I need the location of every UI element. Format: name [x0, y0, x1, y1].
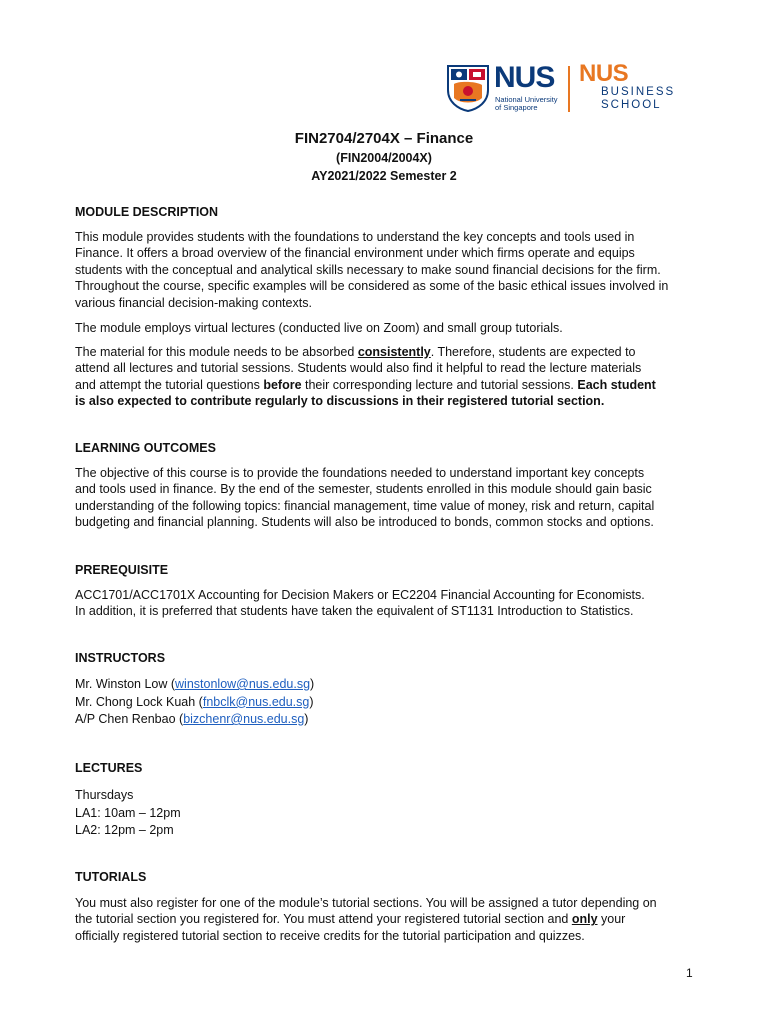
logo-university-line2: of Singapore: [495, 103, 538, 112]
instructor-item: Mr. Chong Lock Kuah (fnbclk@nus.edu.sg): [75, 694, 314, 709]
prerequisite-paragraph: [75, 587, 695, 620]
text-line: budgeting and financial planning. Students will also be introduced to bonds, common stocks and options.: [75, 515, 654, 530]
logo-university-line1: National University: [495, 95, 558, 104]
email-link-winstonlow[interactable]: winstonlow@nus.edu.sg: [175, 677, 311, 691]
text-line: LA2: 12pm – 2pm: [75, 823, 174, 837]
text-line: ACC1701/ACC1701X Accounting for Decision Makers or EC2204 Financial Accounting for Economists.: [75, 588, 645, 602]
text-line: LA1: 10am – 12pm: [75, 805, 181, 820]
text-line: students with the conceptual and analytical skills necessary to make sound financial decisions for the firm.: [75, 262, 661, 277]
instructor-list: [75, 676, 695, 729]
academic-term: AY2021/2022 Semester 2: [311, 169, 457, 183]
text-line: The module employs virtual lectures (conducted live on Zoom) and small group tutorials.: [75, 321, 563, 335]
instructor-item: A/P Chen Renbao (bizchenr@nus.edu.sg): [75, 712, 309, 726]
lecture-schedule: [75, 787, 695, 840]
heading-module-description: MODULE DESCRIPTION: [75, 205, 219, 219]
heading-prerequisite: PREREQUISITE: [75, 563, 169, 577]
text-line: This module provides students with the foundations to understand the key concepts and tools used in: [75, 230, 635, 244]
page-number: 1: [686, 966, 693, 980]
text-line: Thursdays: [75, 788, 134, 802]
heading-tutorials: TUTORIALS: [75, 870, 147, 884]
logo-divider: [568, 66, 570, 112]
description-paragraph-1: [75, 229, 695, 311]
text-line: the tutorial section you registered for. You must attend your registered tutorial section and only your: [75, 912, 626, 927]
text-line: various financial decision-making contexts.: [75, 295, 312, 310]
text-line: Finance. It offers a broad overview of the financial environment under which firms operate and equips: [75, 246, 635, 261]
module-alt-code: (FIN2004/2004X): [336, 151, 432, 165]
logo-business-nus-text: NUS: [579, 60, 629, 87]
emphasis-before: before: [263, 377, 302, 392]
emphasis-consistently: consistently: [357, 345, 431, 359]
instructor-item: Mr. Winston Low (winstonlow@nus.edu.sg): [75, 677, 315, 691]
text-line: You must also register for one of the module’s tutorial sections. You will be assigned a tutor depending on: [75, 896, 657, 910]
text-line: attend all lectures and tutorial sessions. Students would also find it helpful to read the lecture materials: [75, 361, 642, 376]
outcomes-paragraph: [75, 465, 695, 531]
emphasis-each-student: Each student: [577, 377, 656, 392]
text-line: and attempt the tutorial questions before their corresponding lecture and tutorial sessions. Each student: [75, 377, 656, 392]
text-line: The objective of this course is to provide the foundations needed to understand important key concepts: [75, 466, 645, 480]
text-line: Throughout the course, specific examples will be considered as some of the basic ethical issues involved in: [75, 279, 669, 294]
tutorials-paragraph: [75, 895, 695, 944]
text-line: is also expected to contribute regularly to discussions in their registered tutorial section.: [75, 394, 605, 409]
text-line: and tools used in finance. By the end of the semester, students enrolled in this module should gain basic: [75, 482, 652, 497]
nus-crest-icon: [446, 64, 490, 112]
email-link-bizchenr[interactable]: bizchenr@nus.edu.sg: [183, 712, 305, 726]
emphasis-only: only: [571, 912, 598, 927]
description-paragraph-3: [75, 344, 695, 410]
logo-business-line2: SCHOOL: [601, 99, 662, 111]
heading-lectures: LECTURES: [75, 761, 143, 775]
text-line: The material for this module needs to be absorbed consistently. Therefore, students are expected to: [75, 345, 636, 359]
module-title: FIN2704/2704X – Finance: [294, 130, 474, 147]
text-line: officially registered tutorial section to receive credits for the tutorial participation and quizzes.: [75, 928, 585, 943]
description-paragraph-2: [75, 320, 695, 336]
text-line: understanding of the following topics: financial management, time value of money, risk and return, capital: [75, 498, 655, 513]
email-link-fnbclk[interactable]: fnbclk@nus.edu.sg: [202, 694, 310, 709]
heading-learning-outcomes: LEARNING OUTCOMES: [75, 441, 216, 455]
text-line: In addition, it is preferred that students have taken the equivalent of ST1131 Introduction to Statistics.: [75, 604, 634, 619]
logo-business-line1: BUSINESS: [601, 86, 676, 98]
nus-logo: [446, 62, 686, 114]
logo-nus-text: NUS: [494, 61, 555, 94]
heading-instructors: INSTRUCTORS: [75, 651, 166, 665]
